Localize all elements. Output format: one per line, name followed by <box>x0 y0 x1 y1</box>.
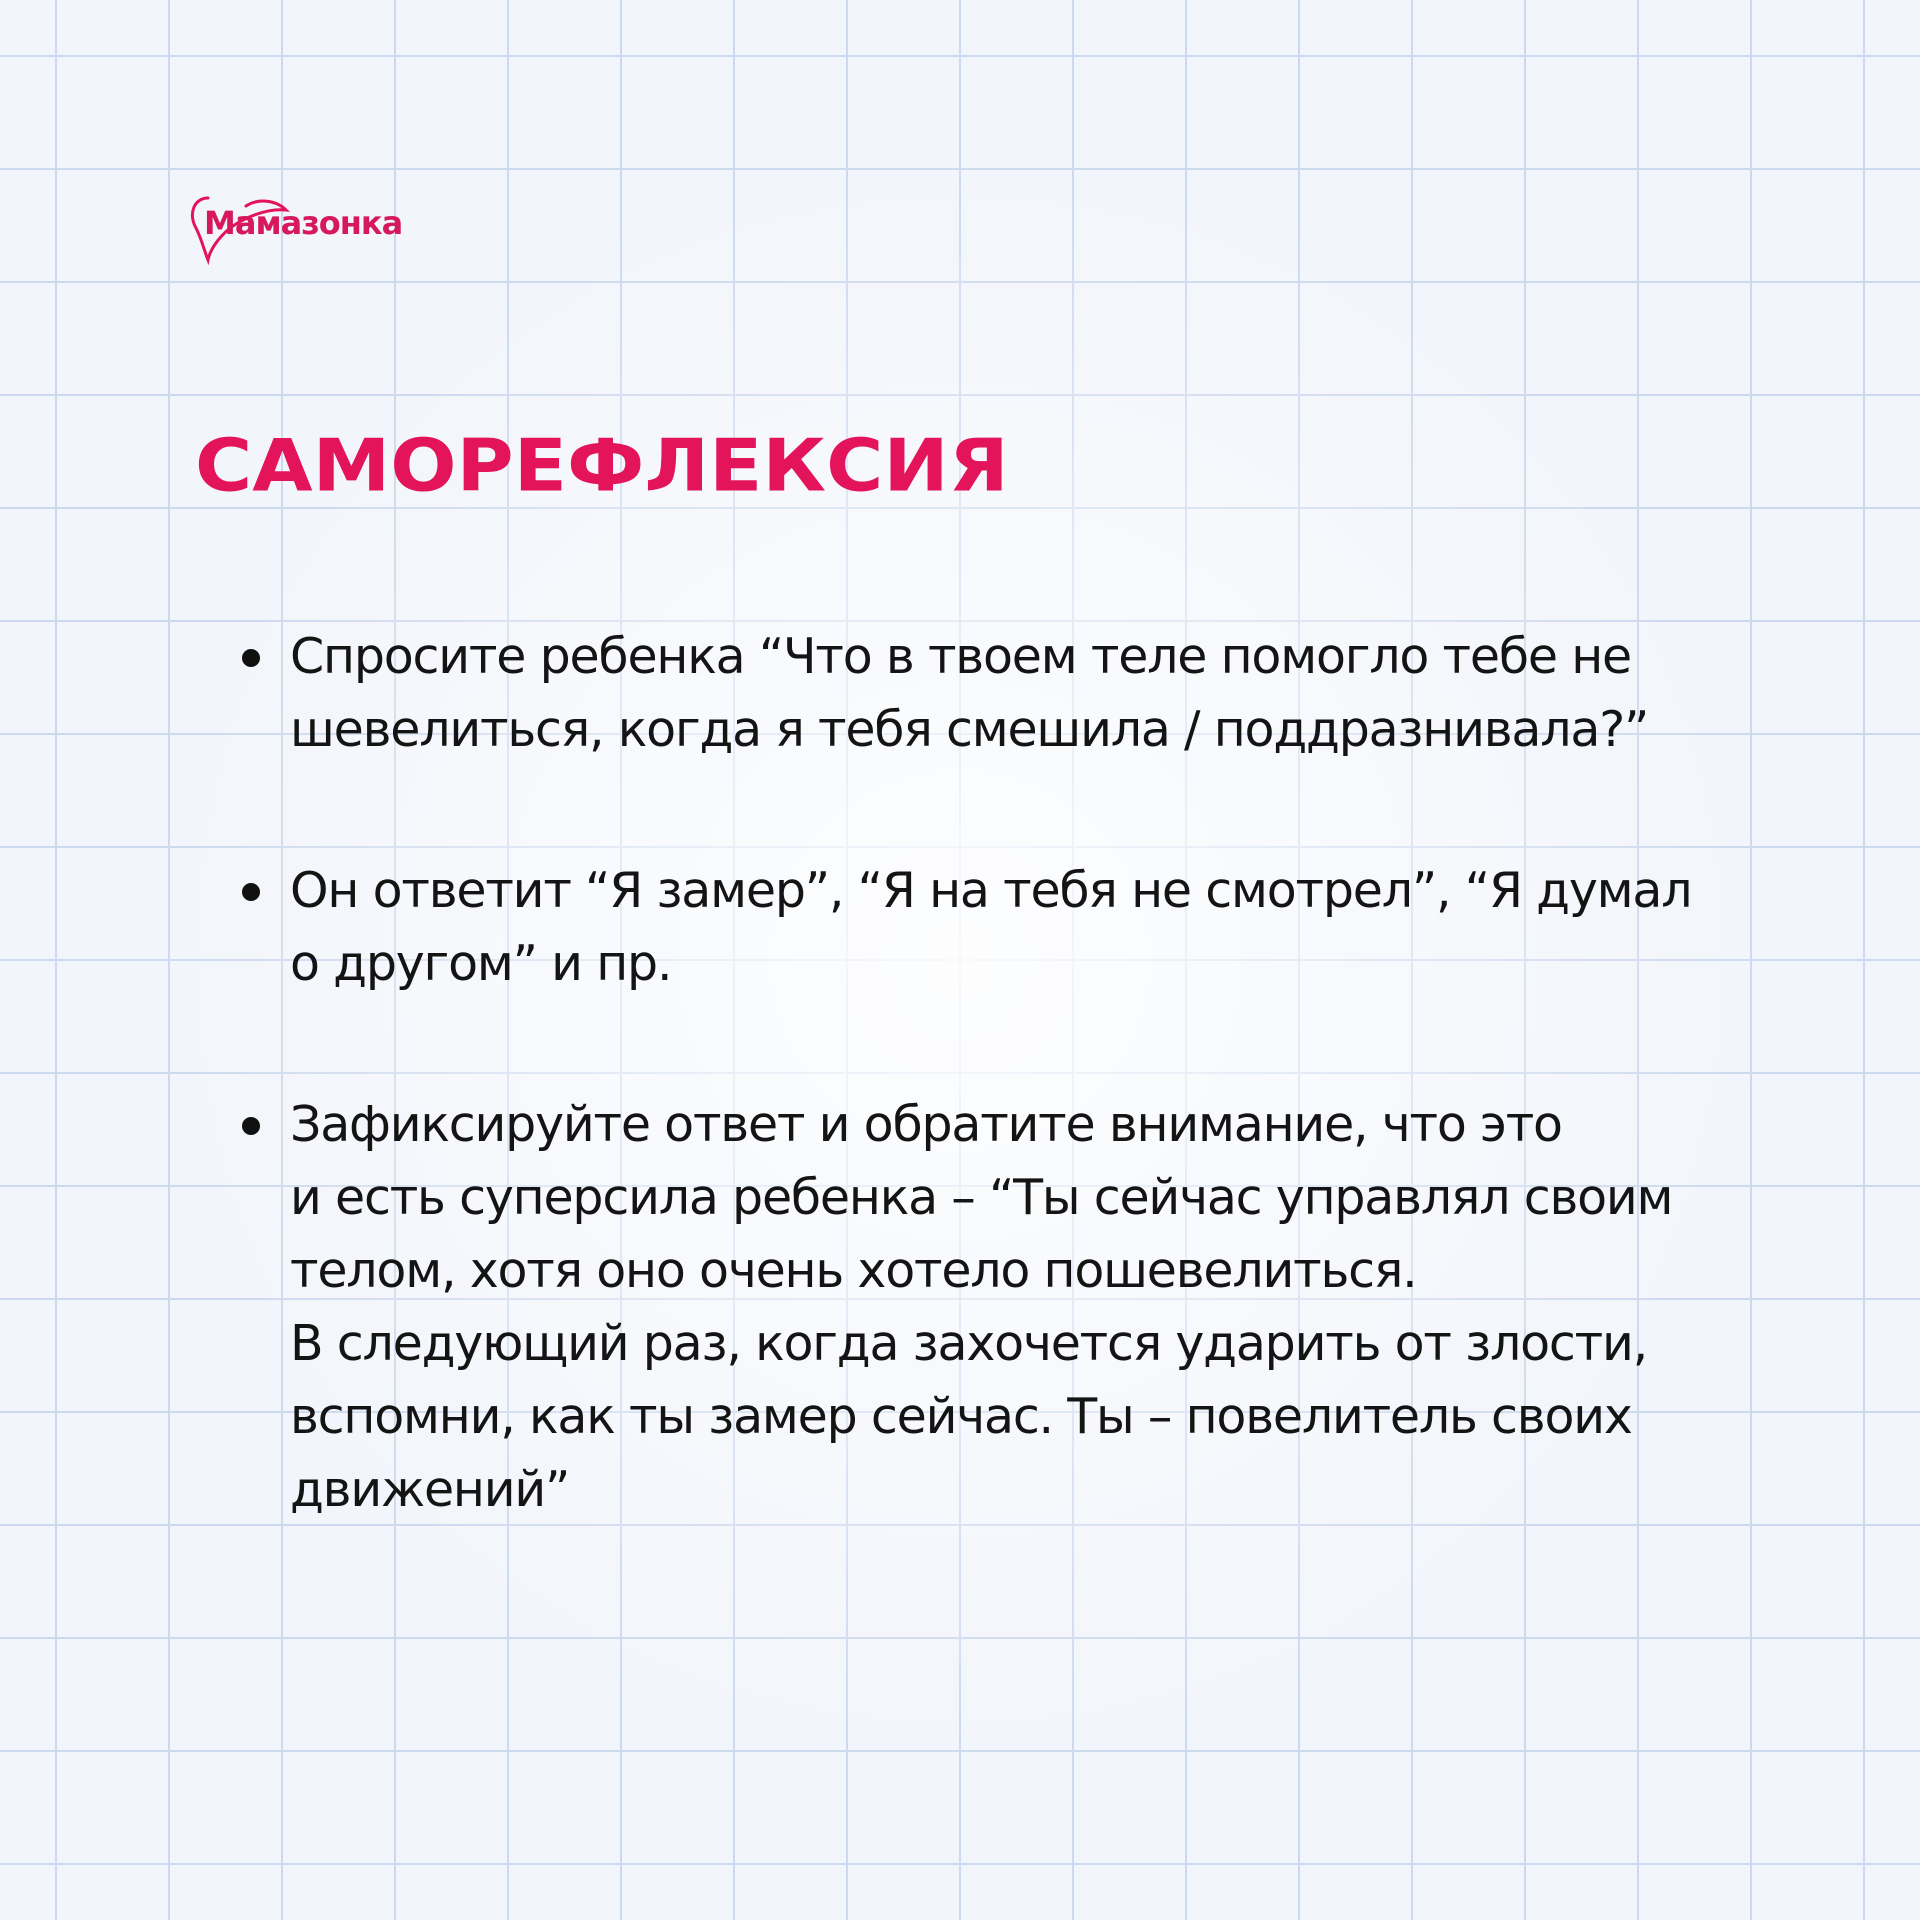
bullet-item-1 <box>240 620 1780 766</box>
bullet-line: В следующий раз, когда захочется ударить от злости, <box>290 1315 1647 1372</box>
bullet-line: телом, хотя оно очень хотело пошевелиться. <box>290 1242 1417 1299</box>
bullet-line: движений” <box>290 1461 570 1518</box>
brand-name: Мамазонка <box>204 204 403 242</box>
page-title: САМОРЕФЛЕКСИЯ <box>195 425 1009 508</box>
bullet-line: и есть суперсила ребенка – “Ты сейчас управлял своим <box>290 1169 1673 1226</box>
bullet-list <box>240 620 1780 1614</box>
bullet-line: шевелиться, когда я тебя смешила / поддразнивала?” <box>290 701 1649 758</box>
bullet-dot <box>242 883 260 901</box>
bullet-item-3 <box>240 1088 1780 1526</box>
bullet-line: Зафиксируйте ответ и обратите внимание, что это <box>290 1096 1562 1153</box>
bullet-line: о другом” и пр. <box>290 935 672 992</box>
bullet-dot <box>242 649 260 667</box>
bullet-line: вспомни, как ты замер сейчас. Ты – повелитель своих <box>290 1388 1632 1445</box>
brand-logo <box>186 188 403 268</box>
bullet-line: Спросите ребенка “Что в твоем теле помогло тебе не <box>290 628 1631 685</box>
bullet-dot <box>242 1117 260 1135</box>
bullet-line: Он ответит “Я замер”, “Я на тебя не смотрел”, “Я думал <box>290 862 1692 919</box>
bullet-item-2 <box>240 854 1780 1000</box>
